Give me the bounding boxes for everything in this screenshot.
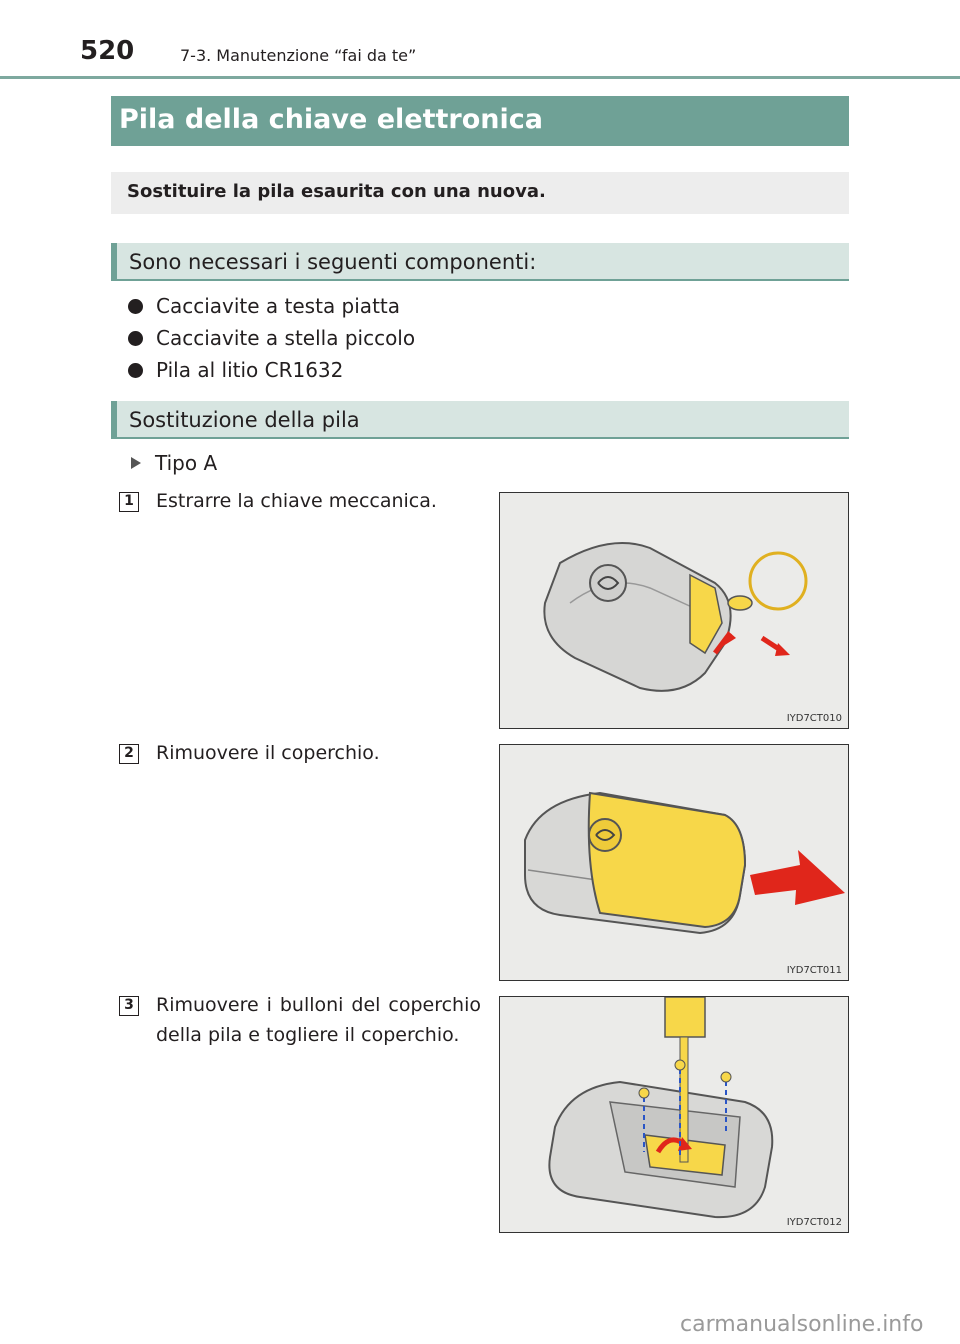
step-number: 3 [119, 996, 139, 1016]
key-fob-illustration [500, 493, 849, 729]
list-item: Cacciavite a testa piatta [128, 290, 415, 322]
components-heading: Sono necessari i seguenti componenti: [111, 243, 849, 281]
components-list [128, 290, 415, 386]
figure-code: IYD7CT010 [786, 713, 842, 724]
bullet-icon [128, 331, 143, 346]
figure-code: IYD7CT012 [786, 1217, 842, 1228]
header-divider [0, 76, 960, 79]
step-text: Estrarre la chiave meccanica. [156, 490, 437, 512]
step-number: 1 [119, 492, 139, 512]
type-label: Tipo A [131, 448, 217, 478]
page-title: Pila della chiave elettronica [111, 96, 849, 146]
step-number: 2 [119, 744, 139, 764]
list-item: Pila al litio CR1632 [128, 354, 415, 386]
list-item: Cacciavite a stella piccolo [128, 322, 415, 354]
key-fob-cover-illustration [500, 745, 849, 981]
screwdriver-bolts-illustration [500, 997, 849, 1233]
intro-text: Sostituire la pila esaurita con una nuova. [111, 172, 849, 214]
figure-remove-mechanical-key [499, 492, 849, 729]
step-text: Rimuovere i bulloni del coperchio della pila e togliere il coperchio. [156, 994, 481, 1046]
section-reference: 7-3. Manutenzione “fai da te” [180, 46, 417, 65]
figure-remove-cover [499, 744, 849, 981]
triangle-icon [131, 457, 141, 469]
figure-remove-bolts [499, 996, 849, 1233]
page-number: 520 [80, 36, 135, 66]
bullet-icon [128, 363, 143, 378]
figure-code: IYD7CT011 [786, 965, 842, 976]
watermark: carmanualsonline.info [680, 1312, 924, 1337]
step-text: Rimuovere il coperchio. [156, 742, 380, 764]
bullet-icon [128, 299, 143, 314]
replacement-heading: Sostituzione della pila [111, 401, 849, 439]
